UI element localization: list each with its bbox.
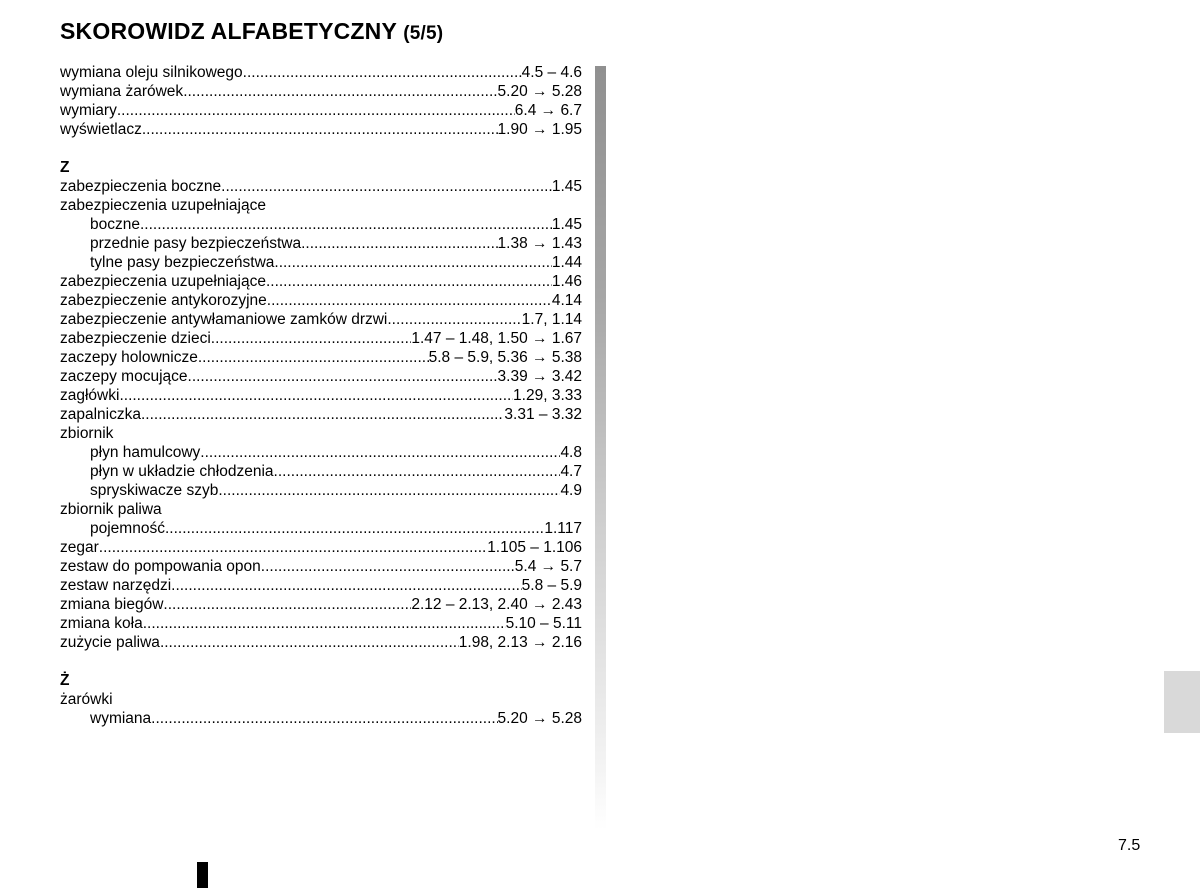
entry-page-ref: 1.47 – 1.48, 1.50 → 1.67: [411, 330, 582, 347]
index-entry: [60, 690, 582, 709]
dot-leader: [99, 538, 487, 557]
entry-term: zabezpieczenie dzieci: [60, 330, 211, 347]
dot-leader: [198, 348, 429, 367]
entry-page-ref: 5.20 → 5.28: [497, 710, 582, 727]
dot-leader: [387, 310, 521, 329]
entry-page-ref: 4.14: [551, 292, 582, 309]
index-entry: [60, 481, 582, 500]
entry-page-ref: 2.12 – 2.13, 2.40 → 2.43: [411, 596, 582, 613]
entry-term: wyświetlacz: [60, 121, 142, 138]
dot-leader: [267, 291, 552, 310]
entry-page-ref: 5.8 – 5.9, 5.36 → 5.38: [428, 349, 582, 366]
entry-page-ref: 4.7: [560, 463, 582, 480]
dot-leader: [165, 519, 544, 538]
alphabetical-index: [60, 63, 582, 728]
index-entry: [60, 633, 582, 652]
title-text: SKOROWIDZ ALFABETYCZNY: [60, 18, 397, 44]
entry-page-ref: 1.46: [551, 273, 582, 290]
entry-page-ref: 1.44: [551, 254, 582, 271]
index-entry: [60, 120, 582, 139]
index-entry: [60, 386, 582, 405]
index-entry: [60, 82, 582, 101]
entry-page-ref: 1.29, 3.33: [513, 387, 582, 404]
page-number: 7.5: [1118, 837, 1141, 854]
entry-term: zabezpieczenia uzupełniające: [60, 273, 266, 290]
entry-term: zegar: [60, 539, 99, 556]
index-group-z: [60, 177, 582, 652]
column-divider: [595, 66, 606, 830]
index-entry: [60, 177, 582, 196]
entry-page-ref: 5.20 → 5.28: [497, 83, 582, 100]
entry-term: zbiornik paliwa: [60, 501, 162, 518]
dot-leader: [160, 633, 459, 652]
index-entry: [60, 272, 582, 291]
entry-term: zaczepy holownicze: [60, 349, 198, 366]
dot-leader: [117, 101, 515, 120]
entry-term: zapalniczka: [60, 406, 141, 423]
entry-term: zaczepy mocujące: [60, 368, 188, 385]
entry-term: zestaw narzędzi: [60, 577, 172, 594]
dot-leader: [200, 443, 560, 462]
dot-leader: [143, 614, 506, 633]
entry-page-ref: 1.45: [551, 216, 582, 233]
index-entry: [60, 310, 582, 329]
crop-mark: [197, 862, 208, 888]
entry-term: zabezpieczenia boczne: [60, 178, 222, 195]
dot-leader: [188, 367, 498, 386]
entry-term: żarówki: [60, 691, 113, 708]
entry-page-ref: 1.7, 1.14: [521, 311, 582, 328]
index-entry: [60, 538, 582, 557]
entry-term: wymiana żarówek: [60, 83, 184, 100]
entry-term: boczne: [90, 216, 140, 233]
dot-leader: [274, 462, 561, 481]
entry-term: przednie pasy bezpieczeństwa: [90, 235, 302, 252]
section-letter-z: Z: [60, 159, 70, 176]
dot-leader: [163, 595, 411, 614]
entry-term: płyn w układzie chłodzenia: [90, 463, 274, 480]
entry-term: zmiana koła: [60, 615, 143, 632]
entry-term: zagłówki: [60, 387, 120, 404]
entry-page-ref: 1.38 → 1.43: [497, 235, 582, 252]
index-entry: [60, 443, 582, 462]
dot-leader: [142, 120, 498, 139]
entry-page-ref: 1.90 → 1.95: [497, 121, 582, 138]
entry-page-ref: 3.31 – 3.32: [504, 406, 582, 423]
index-entry: [60, 405, 582, 424]
page-title: [60, 18, 443, 45]
index-entry: [60, 519, 582, 538]
entry-term: wymiary: [60, 102, 117, 119]
index-entry: [60, 576, 582, 595]
entry-page-ref: 1.45: [551, 178, 582, 195]
dot-leader: [119, 386, 513, 405]
entry-term: zużycie paliwa: [60, 634, 160, 651]
entry-term: zabezpieczenie antywłamaniowe zamków drzwi: [60, 311, 388, 328]
entry-term: zabezpieczenie antykorozyjne: [60, 292, 267, 309]
entry-page-ref: 3.39 → 3.42: [497, 368, 582, 385]
dot-leader: [171, 576, 522, 595]
index-entry: [60, 329, 582, 348]
entry-page-ref: 4.5 – 4.6: [521, 64, 582, 81]
dot-leader: [261, 557, 515, 576]
entry-term: wymiana: [90, 710, 152, 727]
index-entry: [60, 63, 582, 82]
dot-leader: [183, 82, 497, 101]
dot-leader: [243, 63, 522, 82]
entry-page-ref: 1.98, 2.13 → 2.16: [458, 634, 582, 651]
entry-term: zabezpieczenia uzupełniające: [60, 197, 266, 214]
dot-leader: [218, 481, 560, 500]
index-group-w: [60, 63, 582, 139]
index-entry: [60, 595, 582, 614]
index-entry: [60, 348, 582, 367]
entry-page-ref: 1.117: [544, 520, 582, 537]
entry-page-ref: 5.8 – 5.9: [521, 577, 582, 594]
entry-page-ref: 4.9: [560, 482, 582, 499]
entry-term: spryskiwacze szyb: [90, 482, 219, 499]
dot-leader: [211, 329, 412, 348]
entry-page-ref: 4.8: [560, 444, 582, 461]
index-entry: [60, 614, 582, 633]
entry-term: płyn hamulcowy: [90, 444, 201, 461]
entry-page-ref: 6.4 → 6.7: [514, 102, 582, 119]
index-entry: [60, 234, 582, 253]
entry-term: zbiornik: [60, 425, 114, 442]
section-letter-zz: Ż: [60, 672, 70, 689]
index-entry: [60, 215, 582, 234]
entry-term: tylne pasy bezpieczeństwa: [90, 254, 275, 271]
entry-page-ref: 1.105 – 1.106: [487, 539, 582, 556]
index-entry: [60, 196, 582, 215]
dot-leader: [301, 234, 497, 253]
index-entry: [60, 709, 582, 728]
dot-leader: [151, 709, 497, 728]
dot-leader: [140, 215, 552, 234]
dot-leader: [221, 177, 552, 196]
entry-term: zmiana biegów: [60, 596, 164, 613]
title-part: (5/5): [403, 23, 444, 44]
index-entry: [60, 291, 582, 310]
index-entry: [60, 462, 582, 481]
entry-term: zestaw do pompowania opon: [60, 558, 261, 575]
index-entry: [60, 557, 582, 576]
index-entry: [60, 500, 582, 519]
index-entry: [60, 367, 582, 386]
index-entry: [60, 424, 582, 443]
entry-term: wymiana oleju silnikowego: [60, 64, 243, 81]
chapter-tab: [1164, 671, 1200, 733]
entry-page-ref: 5.10 – 5.11: [505, 615, 582, 632]
dot-leader: [141, 405, 504, 424]
entry-term: pojemność: [90, 520, 165, 537]
entry-page-ref: 5.4 → 5.7: [514, 558, 582, 575]
index-group-zz: [60, 690, 582, 728]
dot-leader: [274, 253, 551, 272]
index-entry: [60, 101, 582, 120]
index-entry: [60, 253, 582, 272]
dot-leader: [266, 272, 552, 291]
